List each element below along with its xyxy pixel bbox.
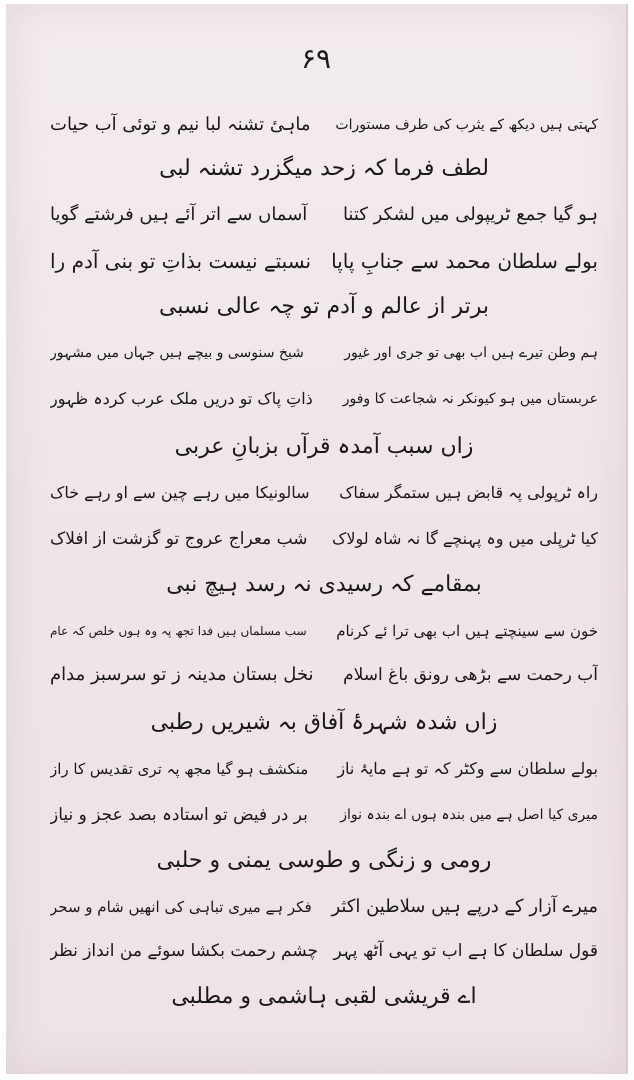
verse-line-2: [50, 200, 598, 239]
hemistich-left: شب معراج عروج تو گزشت از افلاک: [50, 529, 308, 549]
verse-line-8: [50, 616, 598, 655]
hemistich-right: کیا ٹرپلی میں وہ پہنچے گا نہ شاہ لولاک: [332, 529, 598, 548]
verse-line-4: [50, 338, 598, 377]
hemistich-right: آب رحمت سے بڑھی رونق باغ اسلام: [343, 665, 598, 685]
verse-line-5: [50, 384, 598, 423]
verse-line-13: [50, 936, 598, 975]
hemistich-right: ہم وطن تیرے ہیں اب بھی تو جری اور غیور: [344, 345, 598, 361]
hemistich-left: سب مسلماں ہیں فدا تجھ پہ وہ ہوں خلص کہ عام: [50, 624, 307, 638]
hemistich-left: آسماں سے اتر آئے ہیں فرشتے گویا: [50, 204, 308, 225]
refrain-line-3: زاں سبب آمدہ قرآں بزبانِ عربی: [174, 434, 474, 459]
refrain-line-7: اے قریشی لقبی ہاشمی و مطلبی: [171, 984, 477, 1009]
hemistich-right: میرے آزار کے درپے ہیں سلاطین اکثر: [331, 896, 598, 917]
refrain-line-6: رومی و زنگی و طوسی یمنی و حلبی: [156, 848, 492, 873]
hemistich-right: ہو گیا جمع ٹریپولی میں لشکر کتنا: [342, 204, 598, 225]
verse-line-10: [50, 754, 598, 793]
hemistich-right: کہتی ہیں دیکھ کے یثرب کی طرف مستورات: [335, 117, 598, 133]
hemistich-right: بولے سلطان سے وکٹر کہ تو ہے مایۂ ناز: [337, 759, 598, 778]
verse-line-7: [50, 524, 598, 563]
page-number: ۶۹: [300, 42, 332, 75]
verse-line-12: [50, 892, 598, 931]
hemistich-right: عربستاں میں ہو کیونکر نہ شجاعت کا وفور: [342, 391, 598, 407]
hemistich-left: بر در فیض تو استادہ بصد عجز و نیاز: [50, 805, 308, 825]
verse-line-9: [50, 660, 598, 699]
hemistich-left: ماہیٔ تشنہ لبا نیم و توئی آب حیات: [50, 114, 311, 135]
hemistich-right: بولے سلطان محمد سے جنابِ پاپا: [331, 249, 598, 273]
hemistich-right: میری کیا اصل ہے میں بندہ ہوں اے بندہ نواز: [340, 807, 598, 823]
hemistich-left: سالونیکا میں رہے چین سے او رہے خاک: [50, 483, 310, 502]
hemistich-left: فکر ہے میری تباہی کی انھیں شام و سحر: [50, 898, 312, 916]
hemistich-right: راہ ٹرپولی پہ قابض ہیں ستمگر سفاک: [339, 483, 598, 502]
verse-line-1: [50, 110, 598, 149]
hemistich-left: چشم رحمت بکشا سوئے من انداز نظر: [50, 941, 318, 961]
refrain-line-5: زاں شدہ شہرۂ آفاق بہ شیریں رطبی: [150, 710, 498, 735]
refrain-line-4: بمقامے کہ رسیدی نہ رسد ہیچ نبی: [166, 572, 482, 597]
hemistich-right: خون سے سینچتے ہیں اب بھی ترا ئے کرنام: [336, 622, 598, 640]
verse-line-3: [50, 246, 598, 285]
hemistich-left: نسبتے نیست بذاتِ تو بنی آدم را: [50, 249, 312, 273]
refrain-line-1: لطف فرما کہ زحد میگزرد تشنہ لبی: [159, 156, 489, 181]
hemistich-left: شیخ سنوسی و بیچے ہیں جہاں میں مشہور: [50, 345, 304, 361]
hemistich-right: قول سلطان کا ہے اب تو یہی آٹھ پہر: [333, 941, 598, 961]
verse-line-6: [50, 478, 598, 517]
book-page: [6, 4, 628, 1074]
hemistich-left: ذاتِ پاک تو دریں ملک عرب کردہ ظہور: [50, 389, 313, 408]
refrain-line-2: برتر از عالم و آدم تو چہ عالی نسبی: [158, 294, 490, 319]
hemistich-left: منکشف ہو گیا مجھ پہ تری تقدیس کا راز: [50, 760, 309, 778]
hemistich-left: نخل بستان مدینہ ز تو سرسبز مدام: [50, 664, 314, 685]
verse-line-11: [50, 800, 598, 839]
